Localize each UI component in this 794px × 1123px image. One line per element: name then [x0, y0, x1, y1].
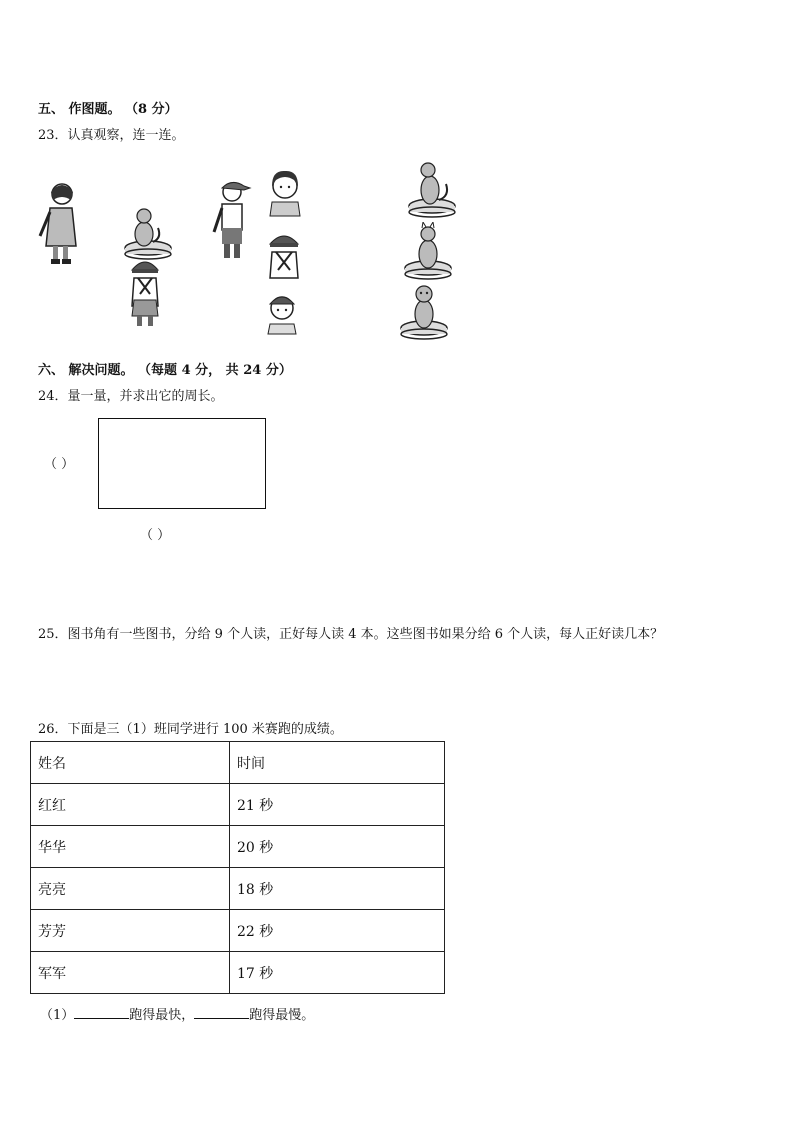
header-time: 时间 [230, 742, 445, 784]
cell-time: 17 秒 [230, 952, 445, 994]
cell-time: 18 秒 [230, 868, 445, 910]
cat-front-view-icon [398, 282, 450, 344]
girl-front-icon [266, 168, 304, 218]
cell-name: 芳芳 [31, 910, 230, 952]
race-results-table [30, 741, 445, 994]
measure-rectangle [98, 418, 266, 509]
cell-time: 22 秒 [230, 910, 445, 952]
table-row [31, 784, 445, 826]
question-24-text: 24．量一量，并求出它的周长。 [38, 389, 224, 404]
boy-cap-side-icon [210, 178, 254, 264]
table-row [31, 910, 445, 952]
side-length-blank[interactable]: （ ） [44, 457, 75, 472]
table-row [31, 826, 445, 868]
boy-cap-front-icon [264, 288, 300, 336]
cell-name: 军军 [31, 952, 230, 994]
question-26-sub-1 [40, 1004, 314, 1023]
cat-back-view-icon [402, 222, 454, 284]
question-26-text: 26．下面是三（1）班同学进行 100 米赛跑的成绩。 [38, 722, 343, 737]
section-heading-5: 五、 作图题。 （8 分） [38, 102, 178, 117]
child-back-view-icon [128, 254, 162, 332]
cell-time: 20 秒 [230, 826, 445, 868]
cat-on-pedestal-icon [122, 204, 174, 260]
girl-figure-icon [36, 180, 82, 268]
fastest-answer-blank[interactable] [74, 1006, 129, 1019]
sub1-suffix: 跑得最慢。 [249, 1008, 315, 1023]
table-row [31, 952, 445, 994]
cell-name: 红红 [31, 784, 230, 826]
slowest-answer-blank[interactable] [194, 1006, 249, 1019]
table-header-row [31, 742, 445, 784]
header-name: 姓名 [31, 742, 230, 784]
cell-time: 21 秒 [230, 784, 445, 826]
sub1-prefix: （1） [40, 1008, 75, 1023]
sub1-middle: 跑得最快， [129, 1008, 195, 1023]
cat-side-view-icon [406, 160, 458, 222]
question-23-text: 23．认真观察，连一连。 [38, 128, 185, 143]
cell-name: 华华 [31, 826, 230, 868]
child-cap-back-icon [266, 226, 302, 280]
table-row [31, 868, 445, 910]
cell-name: 亮亮 [31, 868, 230, 910]
bottom-length-blank[interactable]: （ ） [140, 528, 171, 543]
section-heading-6: 六、 解决问题。 （每题 4 分， 共 24 分） [38, 363, 292, 378]
question-25-text: 25．图书角有一些图书，分给 9 个人读，正好每人读 4 本。这些图书如果分给 6 个人读，每人正好读几本？ [38, 627, 664, 642]
